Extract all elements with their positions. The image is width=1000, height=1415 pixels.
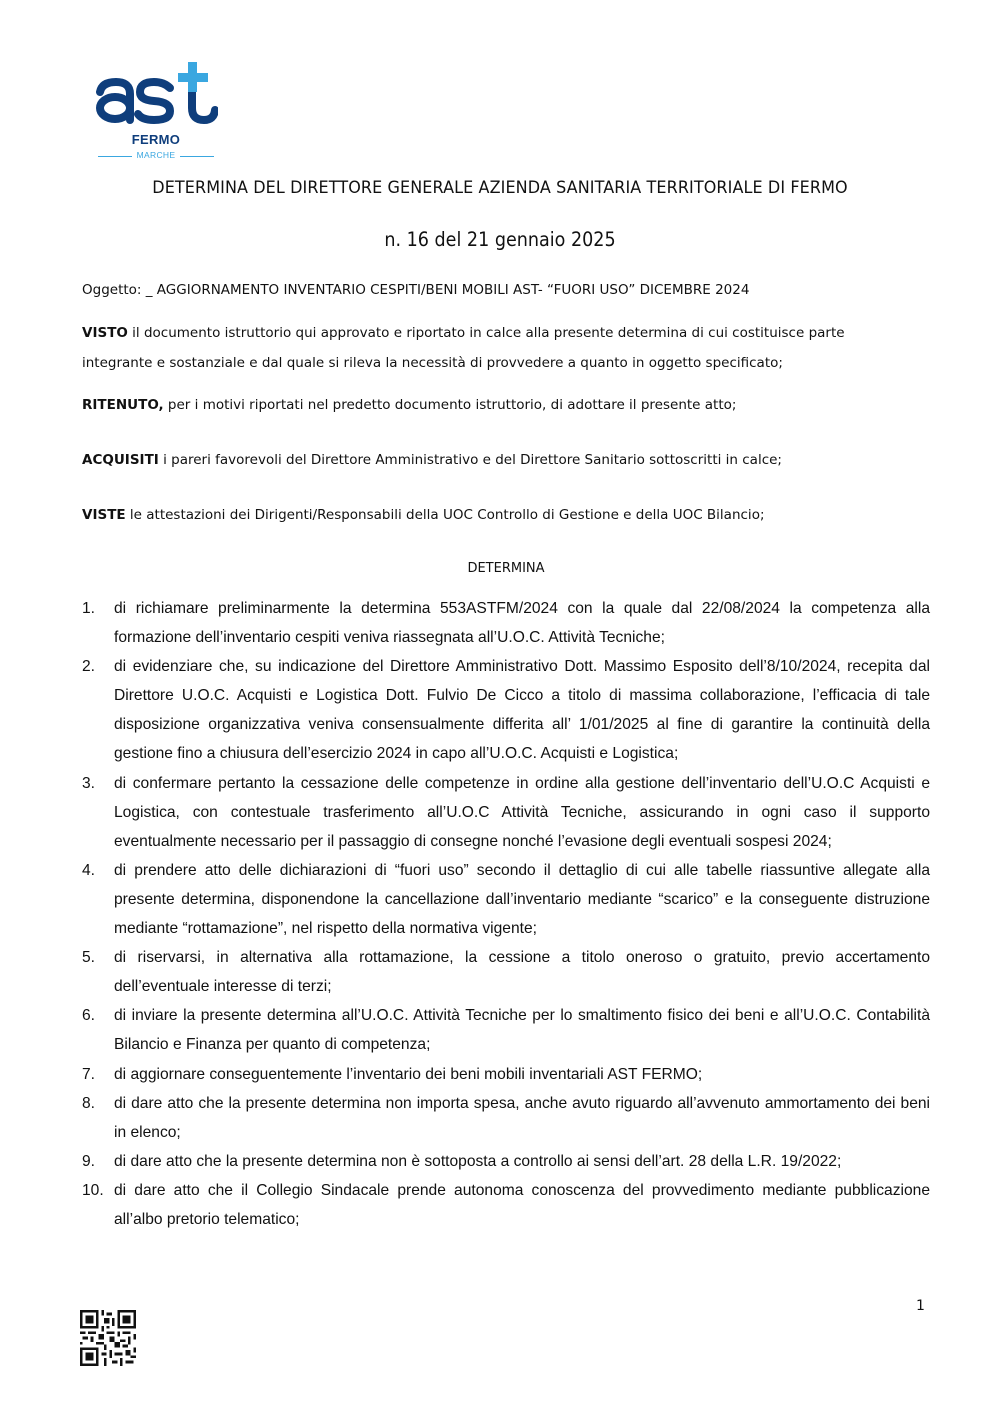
- item-text: di evidenziare che, su indicazione del Direttore Amministrativo Dott. Massimo Esposito dell’8/10/2024, recepita dal Direttore U.O.C. Acquisti e Logistica Dott. Fulvio De Cicco a titolo di massima collaborazione, l’efficacia di tale disposizione organizzativa veniva consensualmente differita all’ 1/01/2025 al fine di garantire la continuità della gestione fino a chiusura dell’esercizio 2024 in capo all’U.O.C. Acquisti e Logistica;: [114, 658, 930, 763]
- determina-heading: DETERMINA: [467, 561, 545, 576]
- ast-logo-icon: [94, 62, 218, 132]
- premise-acquisiti: [82, 445, 932, 475]
- item-text: di dare atto che la presente determina non importa spesa, anche avuto riguardo all’avvenuto ammortamento dei beni in elenco;: [114, 1094, 930, 1141]
- qr-code-icon: [80, 1310, 136, 1366]
- item-text: di aggiornare conseguentemente l’inventario dei beni mobili inventariali AST FERMO;: [114, 1065, 703, 1083]
- list-item: [82, 1176, 930, 1234]
- item-number: 8.: [82, 1094, 96, 1112]
- ast-fermo-logo: [94, 62, 218, 164]
- list-item: [82, 1060, 930, 1089]
- document-title: DETERMINA DEL DIRETTORE GENERALE AZIENDA SANITARIA TERRITORIALE DI FERMO: [152, 178, 848, 197]
- premise-keyword: ACQUISITI: [82, 452, 159, 468]
- premise-text: il documento istruttorio qui approvato e riportato in calce alla presente determina di cui costituisce parte: [127, 325, 845, 341]
- list-item: [82, 1001, 930, 1059]
- item-text: di richiamare preliminarmente la determina 553ASTFM/2024 con la quale dal 22/08/2024 la competenza alla formazione dell’inventario cespiti veniva riassegnata all’U.O.C. Attività Tecniche;: [114, 600, 930, 647]
- premise-text: i pareri favorevoli del Direttore Amministrativo e del Direttore Sanitario sottoscritti in calce;: [158, 452, 782, 468]
- premise-text-cont: integrante e sostanziale e dal quale si rileva la necessità di provvedere a quanto in oggetto specificato;: [82, 355, 783, 371]
- item-number: 1.: [82, 600, 96, 617]
- logo-region-text: MARCHE: [136, 150, 176, 160]
- item-text: di dare atto che la presente determina non è sottoposta a controllo ai sensi dell’art. 28 della L.R. 19/2022;: [114, 1152, 842, 1170]
- list-item: [82, 594, 930, 652]
- list-item: [82, 1089, 930, 1147]
- item-text: di prendere atto delle dichiarazioni di “fuori uso” secondo il dettaglio di cui alle tabelle riassuntive allegate alla presente determina, disponendone la cancellazione dall’inventario mediante “scarico” e la conseguente distruzione mediante “rottamazione”, nel rispetto della normativa vigente;: [114, 861, 930, 938]
- item-text: di dare atto che il Collegio Sindacale prende autonoma conoscenza del provvedimento mediante pubblicazione all’albo pretorio telematico;: [114, 1181, 930, 1228]
- item-number: 6.: [82, 1007, 96, 1025]
- logo-city: FERMO: [131, 132, 181, 147]
- page-number: 1: [916, 1298, 925, 1314]
- premise-keyword: VISTE: [82, 507, 126, 523]
- premise-keyword: VISTO: [82, 325, 128, 341]
- premise-viste: [82, 500, 932, 530]
- premise-text: le attestazioni dei Dirigenti/Responsabili della UOC Controllo di Gestione e della UOC Bilancio;: [125, 507, 765, 523]
- list-item: [82, 1147, 930, 1176]
- item-number: 7.: [82, 1065, 96, 1083]
- item-number: 5.: [82, 949, 96, 967]
- premise-keyword: RITENUTO,: [82, 397, 164, 413]
- list-item: [82, 943, 930, 1001]
- item-number: 10.: [82, 1181, 104, 1199]
- premise-visto: [82, 318, 932, 378]
- determina-list: [82, 594, 930, 1234]
- premise-text: per i motivi riportati nel predetto documento istruttorio, di adottare il presente atto;: [163, 397, 737, 413]
- list-item: [82, 856, 930, 943]
- list-item: [82, 652, 930, 768]
- premise-ritenuto: [82, 390, 932, 420]
- item-text: di riservarsi, in alternativa alla rottamazione, la cessione a titolo oneroso o gratuito, previo accertamento dell’eventuale interesse di terzi;: [114, 949, 930, 996]
- item-text: di confermare pertanto la cessazione delle competenze in ordine alla gestione dell’inventario dell’U.O.C Acquisti e Logistica, con contestuale trasferimento all’U.O.C Attività Tecniche, assicurando in ogni caso il supporto eventualmente necessario per il passaggio di consegne nonché l’evasione degli eventuali sospesi 2024;: [114, 774, 930, 850]
- item-number: 4.: [82, 861, 96, 879]
- document-number: n. 16 del 21 gennaio 2025: [384, 228, 616, 251]
- document-subject: Oggetto: _ AGGIORNAMENTO INVENTARIO CESPITI/BENI MOBILI AST- “FUORI USO” DICEMBRE 2024: [82, 282, 750, 298]
- item-number: 9.: [82, 1152, 96, 1170]
- item-number: 3.: [82, 774, 96, 792]
- list-item: [82, 769, 930, 856]
- logo-region: [94, 150, 218, 162]
- logo-divider-right: [180, 156, 214, 157]
- item-number: 2.: [82, 658, 96, 676]
- item-text: di inviare la presente determina all’U.O.C. Attività Tecniche per lo smaltimento fisico dei beni e all’U.O.C. Contabilità Bilancio e Finanza per quanto di competenza;: [114, 1007, 930, 1054]
